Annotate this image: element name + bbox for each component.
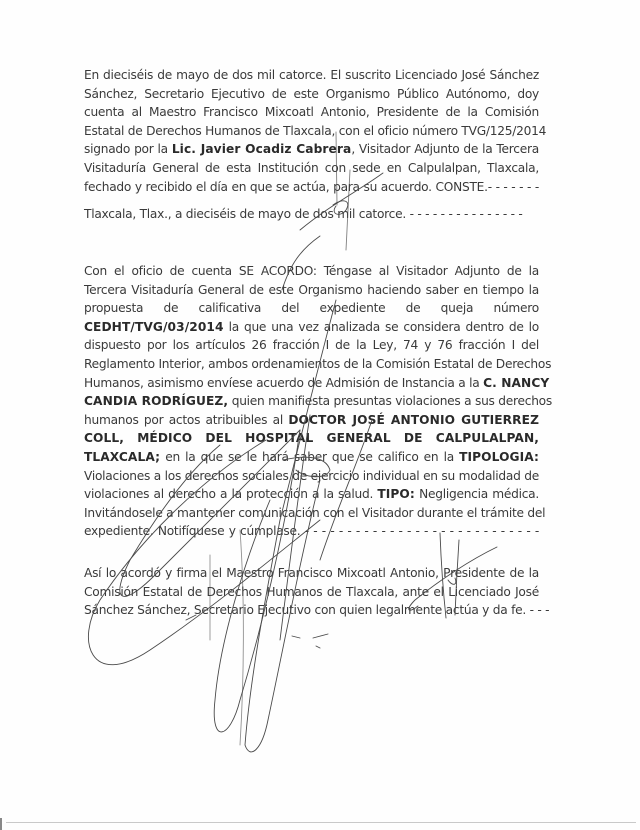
- text-line: [84, 318, 539, 337]
- text-line: [84, 448, 539, 467]
- text-line: Así lo acordó y firma el Maestro Francisco Mixcoatl Antonio, Presidente de la: [84, 566, 539, 580]
- paragraph-agreement: [84, 262, 552, 541]
- respondent-name-cont: COLL, MÉDICO DEL HOSPITAL GENERAL DE CALPULALPAN,: [84, 431, 539, 446]
- text-line: expediente. Notifíquese y cúmplase. - - - - - - - - - - - - - - - - - - - - - - - - - - - -: [84, 524, 539, 539]
- text-line: Invitándosele a mantener comunicación con el Visitador durante el trámite del: [84, 505, 546, 520]
- place-date-line: [84, 205, 539, 224]
- text-line: [84, 140, 539, 159]
- text-line: Estatal de Derechos Humanos de Tlaxcala, con el oficio número TVG/125/2014: [84, 123, 547, 138]
- paragraph-account: [84, 66, 547, 196]
- case-number: CEDHT/TVG/03/2014: [84, 319, 224, 334]
- text-segment: quien manifiesta presuntas violaciones a sus derechos: [228, 394, 552, 409]
- respondent-location: TLAXCALA;: [84, 449, 161, 464]
- complainant-name-cont: CANDIA RODRÍGUEZ,: [84, 394, 229, 409]
- text-segment: , Visitador Adjunto de la Tercera: [351, 142, 539, 157]
- text-segment: la que una vez analizada se considera dentro de lo: [223, 319, 539, 334]
- text-segment: violaciones al derecho a la protección a la salud.: [84, 487, 378, 502]
- text-line: propuesta de calificativa del expediente de queja número: [84, 301, 539, 316]
- page-edge-mark: [0, 818, 2, 830]
- text-line: Violaciones a los derechos sociales de ejercicio individual en su modalidad de: [84, 468, 539, 483]
- text-line: Visitaduría General de esta Institución con sede en Calpulalpan, Tlaxcala,: [84, 160, 539, 175]
- complainant-name: C. NANCY: [483, 375, 550, 390]
- text-line: Reglamento Interior, ambos ordenamientos de la Comisión Estatal de Derechos: [84, 356, 552, 371]
- typology-label: TIPOLOGIA:: [459, 449, 539, 464]
- signature-stroke: [240, 530, 243, 745]
- text-line: Sánchez Sánchez, Secretario Ejecutivo con quien legalmente actúa y da fe. - - -: [84, 603, 550, 618]
- paragraph-closing: [84, 564, 550, 620]
- text-line: Tercera Visitaduría General de este Organismo haciendo saber en tiempo la: [84, 282, 539, 297]
- text-line: fechado y recibido el día en que se actúa, para su acuerdo. CONSTE.- - - - - - -: [84, 179, 539, 194]
- type-label: TIPO:: [377, 487, 415, 502]
- text-line: Comisión Estatal de Derechos Humanos de Tlaxcala, ante el Licenciado José: [84, 584, 539, 599]
- page-edge-rule: [6, 822, 636, 823]
- signature-stroke: [292, 634, 328, 648]
- text-segment: Humanos, asimismo envíese acuerdo de Admisión de Instancia a la: [84, 375, 484, 390]
- text-line: [84, 485, 539, 504]
- text-line: [84, 392, 552, 411]
- text-segment: humanos por actos atribuibles al: [84, 412, 289, 427]
- text-line: [84, 429, 539, 448]
- text-segment: en la que se le hará saber que se califico en la: [160, 449, 460, 464]
- text-line: Sánchez, Secretario Ejecutivo de este Organismo Público Autónomo, doy: [84, 86, 539, 101]
- text-line: dispuesto por los artículos 26 fracción I de la Ley, 74 y 76 fracción I del: [84, 338, 539, 353]
- text-line: [84, 374, 550, 393]
- text-line: [84, 411, 539, 430]
- text-segment: signado por la: [84, 142, 172, 157]
- signatory-name: Lic. Javier Ocadiz Cabrera: [171, 142, 352, 157]
- text-line: Con el oficio de cuenta SE ACORDO: Téngase al Visitador Adjunto de la: [84, 264, 539, 278]
- text-line: cuenta al Maestro Francisco Mixcoatl Antonio, Presidente de la Comisión: [84, 105, 539, 120]
- text-line: Tlaxcala, Tlax., a dieciséis de mayo de dos mil catorce. - - - - - - - - - - - - - - -: [84, 207, 523, 221]
- text-line: En dieciséis de mayo de dos mil catorce. El suscrito Licenciado José Sánchez: [84, 68, 539, 82]
- text-segment: Negligencia médica.: [414, 487, 540, 502]
- respondent-name: DOCTOR JOSÉ ANTONIO GUTIERREZ: [288, 412, 540, 427]
